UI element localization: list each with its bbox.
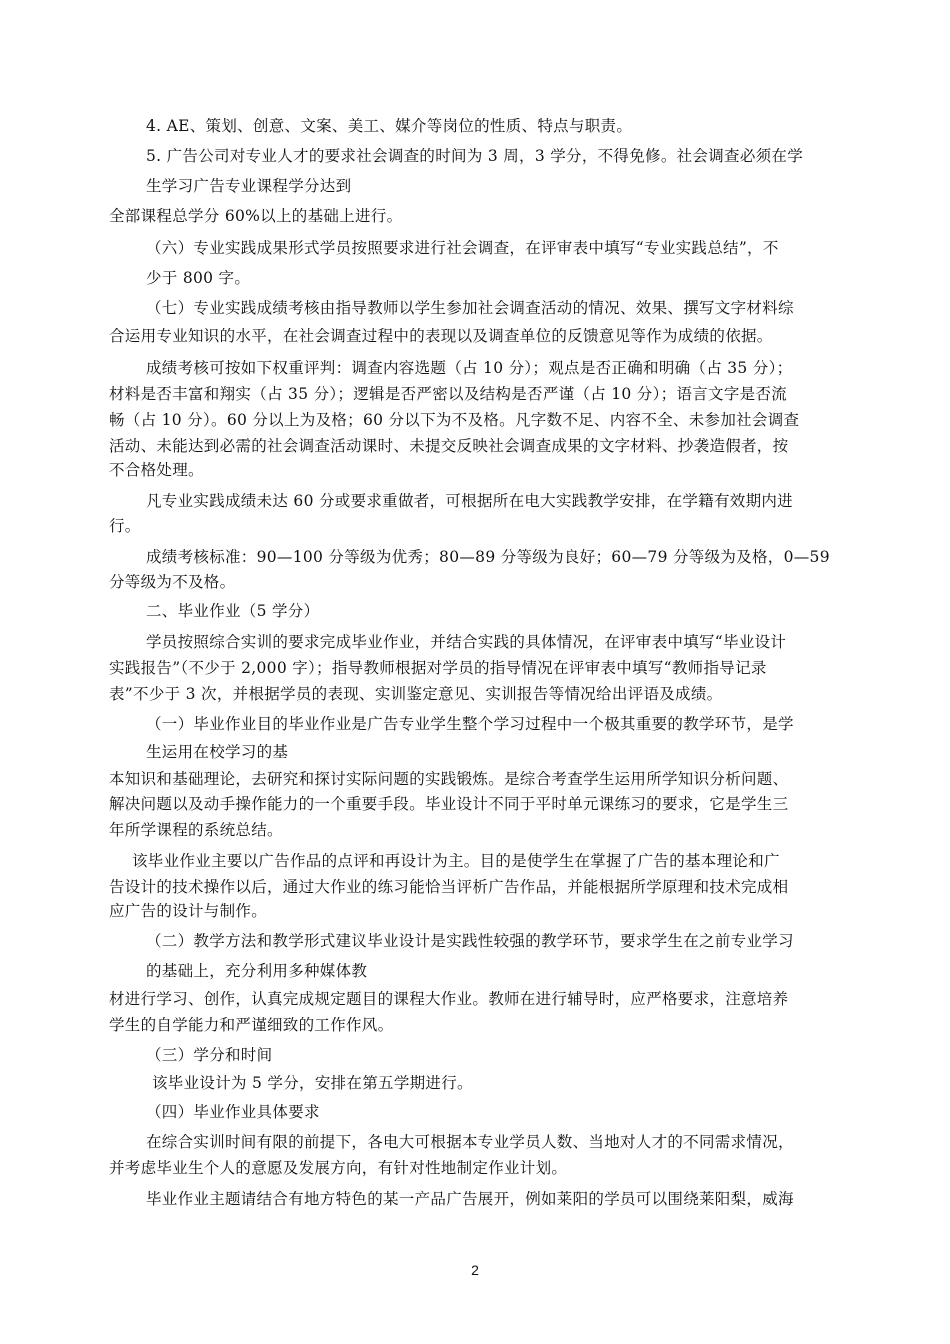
text-line: （一）毕业作业目的毕业作业是广告专业学生整个学习过程中一个极其重要的教学环节，是学 bbox=[146, 715, 794, 733]
text-line: 学生的自学能力和严谨细致的工作作风。 bbox=[109, 1016, 394, 1034]
section-heading: （四）毕业作业具体要求 bbox=[146, 1103, 320, 1121]
section-heading: 二、毕业作业（5 学分） bbox=[146, 602, 320, 620]
text-line: 该毕业设计为 5 学分，安排在第五学期进行。 bbox=[152, 1074, 473, 1092]
text-line: 材料是否丰富和翔实（占 35 分）；逻辑是否严密以及结构是否严谨（占 10 分）；语言文字是否流 bbox=[109, 385, 788, 403]
page-number: 2 bbox=[471, 1262, 479, 1278]
text-line: 表”不少于 3 次，并根据学员的表现、实训鉴定意见、实训报告等情况给出评语及成绩。 bbox=[109, 685, 723, 703]
text-line: 生运用在校学习的基 bbox=[146, 743, 289, 761]
section-heading: （三）学分和时间 bbox=[146, 1046, 273, 1064]
text-line: 材进行学习、创作，认真完成规定题目的课程大作业。教师在进行辅导时，应严格要求，注意培养 bbox=[109, 990, 789, 1008]
text-line: 畅（占 10 分）。60 分以上为及格；60 分以下为不及格。凡字数不足、内容不全、未参加社会调查 bbox=[109, 411, 800, 429]
text-line: 毕业作业主题请结合有地方特色的某一产品广告展开，例如莱阳的学员可以围绕莱阳梨，威海 bbox=[146, 1190, 794, 1208]
text-line: 5. 广告公司对专业人才的要求社会调查的时间为 3 周，3 学分，不得免修。社会调查必须在学 bbox=[146, 147, 804, 165]
text-line: 行。 bbox=[109, 517, 141, 535]
text-line: 成绩考核可按如下权重评判：调查内容选题（占 10 分）；观点是否正确和明确（占 35 分）； bbox=[146, 359, 793, 377]
text-line: 学员按照综合实训的要求完成毕业作业，并结合实践的具体情况，在评审表中填写“毕业设计 bbox=[146, 633, 787, 651]
text-line: 的基础上，充分利用多种媒体教 bbox=[146, 962, 368, 980]
text-line: 少于 800 字。 bbox=[146, 269, 251, 287]
text-line: 不合格处理。 bbox=[109, 461, 204, 479]
text-line: 应广告的设计与制作。 bbox=[109, 902, 268, 920]
text-line: 全部课程总学分 60%以上的基础上进行。 bbox=[109, 207, 403, 225]
text-line: 本知识和基础理论，去研究和探讨实际问题的实践锻炼。是综合考查学生运用所学知识分析问题、 bbox=[109, 770, 789, 788]
text-line: 解决问题以及动手操作能力的一个重要手段。毕业设计不同于平时单元课练习的要求，它是学生三 bbox=[109, 795, 789, 813]
text-line: 年所学课程的系统总结。 bbox=[109, 821, 283, 839]
text-line: 在综合实训时间有限的前提下，各电大可根据本专业学员人数、当地对人才的不同需求情况， bbox=[146, 1133, 794, 1151]
text-line: 实践报告”（不少于 2,000 字）；指导教师根据对学员的指导情况在评审表中填写“教师指导记录 bbox=[109, 659, 767, 677]
text-line: （六）专业实践成果形式学员按照要求进行社会调查，在评审表中填写“专业实践总结”，不 bbox=[146, 239, 779, 257]
text-line: 合运用专业知识的水平，在社会调查过程中的表现以及调查单位的反馈意见等作为成绩的依据。 bbox=[109, 327, 773, 345]
text-line: 分等级为不及格。 bbox=[109, 573, 236, 591]
text-line: 成绩考核标准：90—100 分等级为优秀；80—89 分等级为良好；60—79 分等级为及格，0—59 bbox=[146, 548, 830, 566]
text-line: 活动、未能达到必需的社会调查活动课时、未提交反映社会调查成果的文字材料、抄袭造假者，按 bbox=[109, 437, 789, 455]
text-line: （二）教学方法和教学形式建议毕业设计是实践性较强的教学环节，要求学生在之前专业学习 bbox=[146, 932, 794, 950]
text-line: 该毕业作业主要以广告作品的点评和再设计为主。目的是使学生在掌握了广告的基本理论和广 bbox=[132, 852, 780, 870]
text-line: 告设计的技术操作以后，通过大作业的练习能恰当评析广告作品，并能根据所学原理和技术完成相 bbox=[109, 878, 789, 896]
text-line: （七）专业实践成绩考核由指导教师以学生参加社会调查活动的情况、效果、撰写文字材料综 bbox=[146, 299, 794, 317]
text-line: 并考虑毕业生个人的意愿及发展方向，有针对性地制定作业计划。 bbox=[109, 1159, 568, 1177]
text-line: 凡专业实践成绩未达 60 分或要求重做者，可根据所在电大实践教学安排，在学籍有效期内进 bbox=[146, 492, 793, 510]
text-line: 4. AE、策划、创意、文案、美工、媒介等岗位的性质、特点与职责。 bbox=[146, 117, 633, 135]
text-line: 生学习广告专业课程学分达到 bbox=[146, 177, 352, 195]
